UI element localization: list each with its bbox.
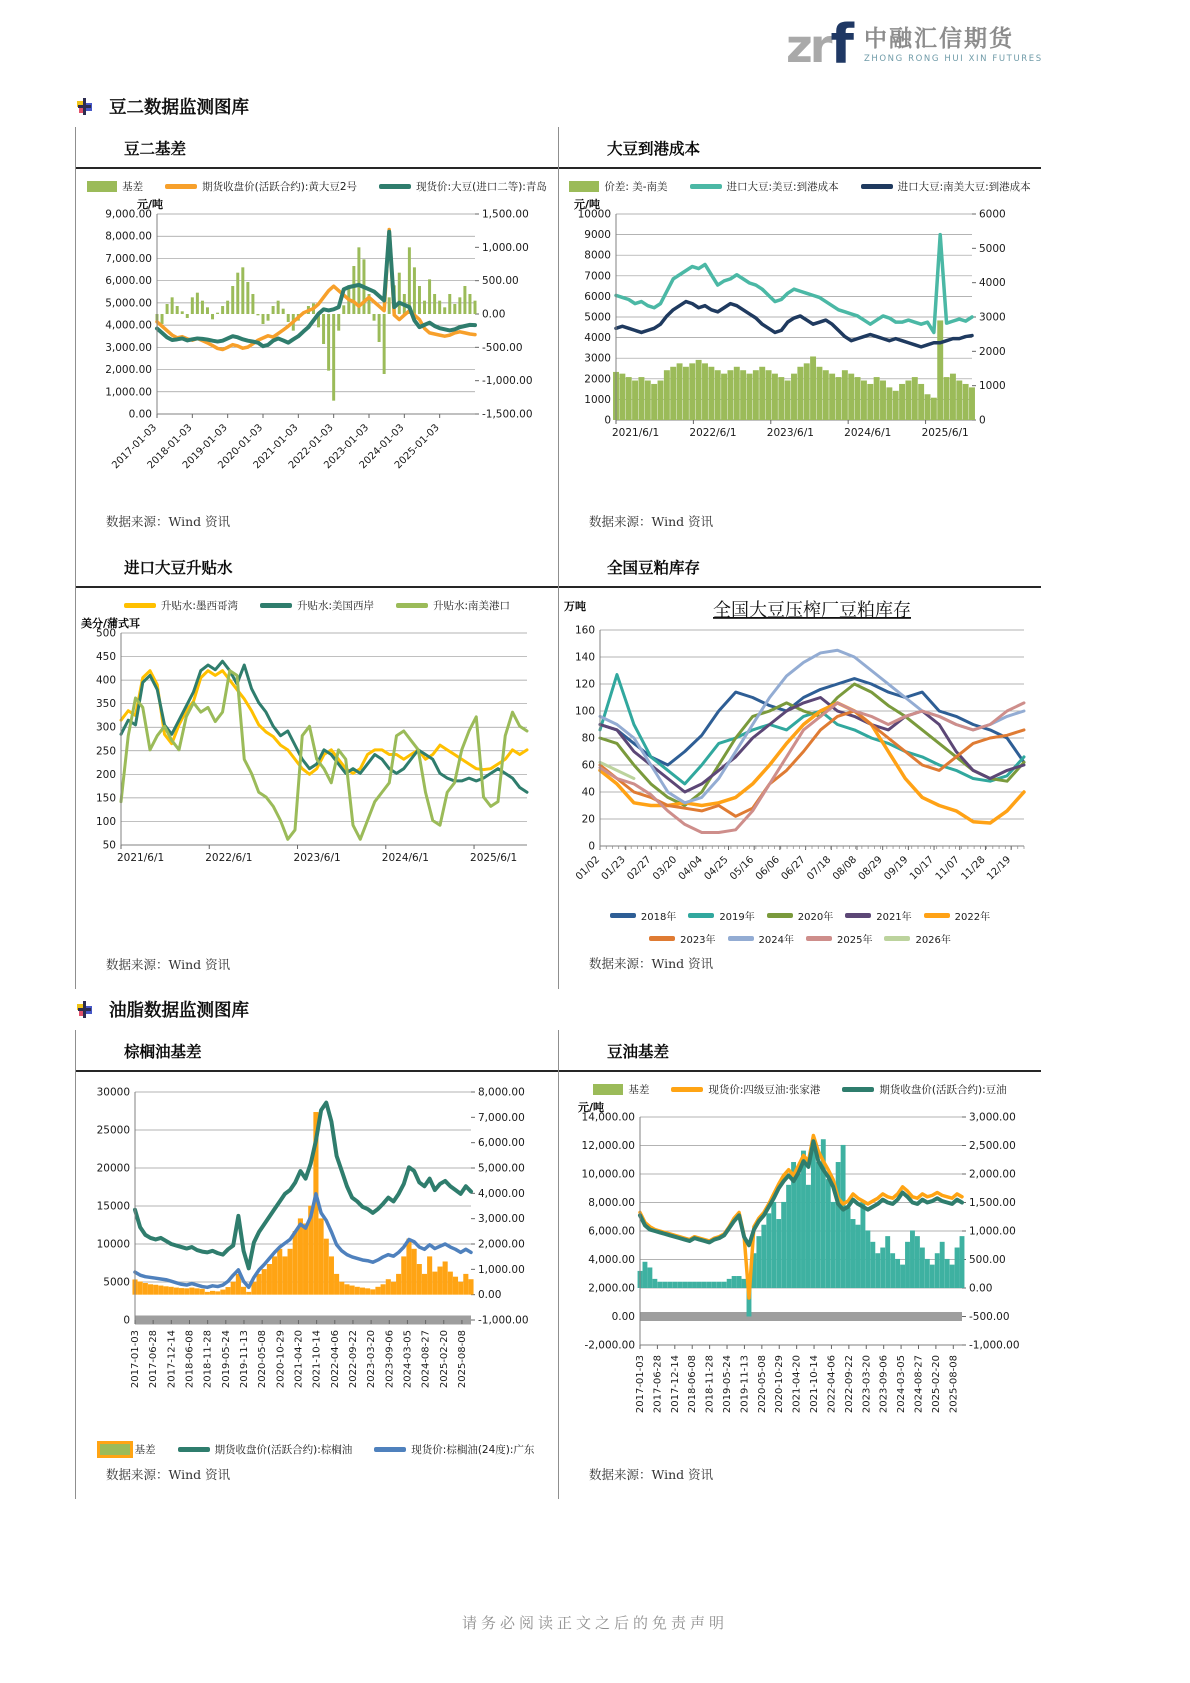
svg-text:2022/6/1: 2022/6/1: [689, 427, 737, 439]
chart-title: 豆油基差: [607, 1042, 670, 1061]
svg-text:1,500.00: 1,500.00: [969, 1197, 1016, 1209]
svg-text:2,000.00: 2,000.00: [478, 1238, 525, 1251]
disclaimer-footer: 请务必阅读正文之后的免责声明: [461, 1614, 728, 1632]
svg-text:-2,000.00: -2,000.00: [584, 1339, 635, 1352]
brand-block: [864, 26, 1043, 64]
svg-text:10000: 10000: [577, 208, 611, 221]
chart-row-3: [75, 1030, 1041, 1499]
svg-text:10/17: 10/17: [908, 854, 937, 883]
svg-text:2022-01-03: 2022-01-03: [286, 422, 336, 472]
svg-text:2017-06-28: 2017-06-28: [148, 1330, 160, 1389]
svg-text:02/27: 02/27: [625, 854, 654, 883]
legend-swatch: [728, 936, 754, 941]
svg-text:2021-04-20: 2021-04-20: [791, 1355, 803, 1414]
svg-text:7000: 7000: [584, 270, 611, 283]
legend-swatch: [884, 936, 910, 941]
svg-text:0.00: 0.00: [611, 1311, 635, 1323]
legend-label: 2025年: [837, 935, 873, 946]
chart-imported-soybean-premium: [75, 546, 558, 989]
legend-item: [165, 179, 357, 194]
legend-label: 期货收盘价(活跃合约):豆油: [879, 1084, 1007, 1096]
legend-swatch: [924, 913, 950, 918]
svg-text:2,500.00: 2,500.00: [969, 1140, 1016, 1152]
svg-text:01/02: 01/02: [573, 854, 603, 883]
svg-text:20: 20: [581, 813, 595, 826]
legend-label: 进口大豆:南美大豆:到港成本: [897, 181, 1031, 193]
svg-text:06/27: 06/27: [779, 854, 808, 883]
svg-text:2017-01-03: 2017-01-03: [635, 1355, 646, 1414]
svg-text:2021/6/1: 2021/6/1: [612, 427, 660, 439]
svg-text:2022-09-22: 2022-09-22: [843, 1355, 855, 1414]
svg-text:10,000.00: 10,000.00: [581, 1168, 635, 1181]
svg-text:3000: 3000: [979, 311, 1006, 324]
svg-text:350: 350: [95, 698, 116, 711]
content: [75, 86, 1041, 1499]
legend-label: 基差: [628, 1084, 650, 1096]
svg-text:2,000.00: 2,000.00: [588, 1282, 635, 1295]
chart-legend: [80, 179, 554, 194]
legend-label: 现货价:棕榈油(24度):广东: [411, 1444, 535, 1456]
svg-text:08/29: 08/29: [856, 854, 885, 883]
legend-item: [178, 1442, 353, 1457]
svg-text:11/28: 11/28: [959, 854, 988, 883]
svg-text:2021-10-14: 2021-10-14: [311, 1330, 323, 1389]
svg-text:2020-01-03: 2020-01-03: [216, 422, 266, 472]
legend-item: [861, 179, 1031, 194]
legend-label: 2020年: [797, 912, 834, 923]
legend-swatch: [690, 184, 722, 189]
svg-text:1,000.00: 1,000.00: [969, 1225, 1016, 1238]
legend-label: 价差: 美-南美: [604, 181, 668, 193]
svg-text:美分/蒲式耳: 美分/蒲式耳: [81, 617, 141, 630]
svg-text:2024/6/1: 2024/6/1: [381, 852, 429, 864]
legend-item: [100, 1442, 156, 1457]
data-source-note: 数据来源：Wind 资讯: [106, 957, 231, 972]
svg-text:25000: 25000: [96, 1124, 130, 1137]
chart-soybean-meal-inventory: [558, 546, 1041, 989]
svg-text:2019-05-24: 2019-05-24: [220, 1330, 232, 1389]
legend-item: [593, 1082, 649, 1097]
legend-label: 2019年: [719, 912, 755, 923]
svg-text:2021-01-03: 2021-01-03: [251, 422, 301, 472]
svg-text:0: 0: [588, 840, 595, 853]
legend-swatch: [374, 1447, 406, 1452]
svg-text:4000: 4000: [979, 277, 1006, 290]
svg-text:500: 500: [95, 627, 116, 640]
brand-name-cn: 中融汇信期货: [863, 25, 1014, 52]
svg-text:2,000.00: 2,000.00: [105, 364, 152, 377]
legend-label: 现货价:大豆(进口二等):青岛: [416, 181, 547, 193]
legend-item: [124, 598, 238, 613]
legend-swatch: [806, 936, 832, 941]
svg-text:07/18: 07/18: [805, 854, 834, 883]
svg-text:11/07: 11/07: [933, 854, 962, 883]
svg-text:元/吨: 元/吨: [578, 1101, 605, 1114]
svg-text:2023/6/1: 2023/6/1: [766, 427, 814, 439]
svg-text:2000: 2000: [979, 345, 1006, 358]
svg-text:-1,500.00: -1,500.00: [482, 408, 533, 421]
company-logo: [786, 13, 854, 76]
chart-canvas: [560, 196, 1040, 504]
svg-text:200: 200: [95, 768, 116, 781]
svg-text:6000: 6000: [979, 208, 1006, 221]
svg-text:12/19: 12/19: [985, 854, 1014, 883]
svg-text:1000: 1000: [584, 393, 611, 406]
svg-text:3,000.00: 3,000.00: [105, 341, 152, 354]
svg-text:2025-01-03: 2025-01-03: [392, 422, 442, 472]
legend-swatch: [396, 603, 428, 608]
legend-item: [924, 908, 990, 923]
svg-text:8,000.00: 8,000.00: [105, 230, 152, 243]
legend-item: [610, 908, 676, 923]
svg-text:3,000.00: 3,000.00: [478, 1213, 525, 1226]
svg-text:140: 140: [574, 651, 595, 664]
svg-text:40: 40: [581, 786, 595, 799]
svg-text:-1,000.00: -1,000.00: [478, 1314, 529, 1327]
legend-swatch: [610, 913, 636, 918]
legend-label: 2018年: [640, 912, 677, 923]
svg-text:全国大豆压榨厂豆粕库存: 全国大豆压榨厂豆粕库存: [713, 600, 911, 621]
svg-text:元/吨: 元/吨: [574, 198, 601, 211]
svg-text:2019-05-24: 2019-05-24: [722, 1355, 734, 1414]
chart-title: 全国豆粕库存: [607, 558, 701, 577]
svg-text:04/25: 04/25: [702, 854, 731, 883]
svg-text:06/06: 06/06: [753, 854, 783, 883]
svg-text:7,000.00: 7,000.00: [105, 252, 152, 265]
svg-text:5000: 5000: [584, 311, 611, 324]
svg-text:-1,000.00: -1,000.00: [969, 1339, 1020, 1352]
svg-text:2022-04-06: 2022-04-06: [826, 1355, 838, 1414]
section-title: 油脂数据监测图库: [109, 1001, 249, 1021]
legend-label: 2021年: [876, 912, 912, 923]
legend-item: [260, 598, 374, 613]
legend-item: [569, 179, 667, 194]
svg-text:6000: 6000: [584, 290, 611, 303]
data-source-note: 数据来源：Wind 资讯: [106, 514, 231, 529]
svg-text:1,000.00: 1,000.00: [478, 1263, 525, 1276]
svg-text:2024-08-27: 2024-08-27: [913, 1355, 925, 1414]
svg-text:2019-01-03: 2019-01-03: [180, 422, 230, 472]
brand-name-en: ZHONG RONG HUI XIN FUTURES: [863, 54, 1043, 64]
header: [786, 13, 1043, 76]
chart-soybean-oil-basis: [558, 1030, 1041, 1499]
svg-text:2024-08-27: 2024-08-27: [420, 1330, 432, 1389]
legend-swatch: [767, 913, 793, 918]
svg-text:2018-11-28: 2018-11-28: [704, 1355, 716, 1414]
legend-label: 2022年: [954, 912, 991, 923]
svg-text:2024-03-05: 2024-03-05: [402, 1330, 414, 1389]
svg-text:2020-10-29: 2020-10-29: [774, 1355, 786, 1414]
svg-text:5000: 5000: [979, 242, 1006, 255]
legend-item: [374, 1442, 534, 1457]
section-marker-icon: [77, 1001, 93, 1018]
svg-text:2017-01-03: 2017-01-03: [130, 1330, 141, 1389]
svg-text:0: 0: [979, 414, 986, 427]
chart-title: 大豆到港成本: [607, 139, 701, 158]
svg-text:2017-06-28: 2017-06-28: [652, 1355, 664, 1414]
svg-text:2017-12-14: 2017-12-14: [166, 1330, 178, 1389]
legend-item: [671, 1082, 820, 1097]
svg-text:元/吨: 元/吨: [137, 198, 164, 211]
chart-row-1: [75, 127, 1041, 546]
chart-palm-oil-basis: [75, 1030, 558, 1499]
svg-text:4,000.00: 4,000.00: [588, 1254, 635, 1266]
svg-text:2017-12-14: 2017-12-14: [669, 1355, 681, 1414]
svg-text:-500.00: -500.00: [482, 341, 523, 354]
svg-text:120: 120: [574, 678, 595, 691]
legend-label: 期货收盘价(活跃合约):棕榈油: [214, 1444, 353, 1456]
legend-label: 基差: [134, 1444, 156, 1456]
svg-text:2018-06-08: 2018-06-08: [687, 1355, 699, 1414]
svg-text:14,000.00: 14,000.00: [581, 1111, 635, 1124]
chart-legend: [563, 1082, 1037, 1097]
svg-text:0.00: 0.00: [482, 308, 506, 321]
svg-text:450: 450: [95, 651, 116, 664]
legend-item: [688, 908, 754, 923]
legend-swatch: [671, 1087, 703, 1092]
svg-text:01/23: 01/23: [599, 854, 628, 883]
legend-label: 进口大豆:美豆:到港成本: [726, 181, 839, 193]
legend-label: 基差: [122, 181, 144, 193]
svg-text:10000: 10000: [96, 1238, 130, 1251]
svg-text:8000: 8000: [584, 249, 611, 262]
svg-text:12,000.00: 12,000.00: [581, 1140, 635, 1152]
chart-soybean-arrival-cost: [558, 127, 1041, 546]
svg-text:2023-09-06: 2023-09-06: [384, 1330, 396, 1389]
chart-canvas: [77, 615, 557, 927]
legend-swatch: [87, 181, 117, 192]
svg-text:80: 80: [581, 732, 595, 745]
svg-text:2018-01-03: 2018-01-03: [145, 422, 195, 472]
legend-label: 期货收盘价(活跃合约):黄大豆2号: [202, 181, 358, 193]
svg-text:30000: 30000: [96, 1086, 130, 1099]
svg-text:2020-05-08: 2020-05-08: [257, 1330, 269, 1389]
svg-text:2024/6/1: 2024/6/1: [844, 427, 892, 439]
data-source-note: 数据来源：Wind 资讯: [589, 514, 714, 529]
svg-text:05/16: 05/16: [728, 854, 757, 883]
svg-text:0.00: 0.00: [969, 1282, 993, 1295]
svg-text:20000: 20000: [96, 1162, 130, 1175]
legend-swatch: [379, 184, 411, 189]
section-title: 豆二数据监测图库: [109, 98, 249, 118]
data-source-note: 数据来源：Wind 资讯: [589, 1467, 714, 1482]
svg-text:60: 60: [581, 759, 595, 772]
svg-text:03/20: 03/20: [651, 854, 680, 883]
svg-text:2023-03-20: 2023-03-20: [366, 1330, 378, 1389]
svg-text:2024-03-05: 2024-03-05: [896, 1355, 908, 1414]
svg-text:2019-11-13: 2019-11-13: [238, 1330, 250, 1389]
svg-text:100: 100: [574, 705, 595, 718]
svg-text:09/19: 09/19: [882, 854, 911, 883]
svg-text:9000: 9000: [584, 229, 611, 242]
svg-text:6,000.00: 6,000.00: [588, 1225, 635, 1238]
data-source-note: 数据来源：Wind 资讯: [589, 956, 714, 971]
svg-text:2018-11-28: 2018-11-28: [202, 1330, 214, 1389]
svg-text:08/08: 08/08: [830, 854, 860, 883]
legend-item: [806, 931, 872, 946]
svg-text:2022-09-22: 2022-09-22: [347, 1330, 359, 1389]
svg-text:04/04: 04/04: [676, 854, 705, 883]
svg-text:8,000.00: 8,000.00: [588, 1197, 635, 1209]
svg-text:2023-01-03: 2023-01-03: [322, 422, 372, 472]
logo-text-zr: zr: [786, 19, 830, 73]
svg-text:3,000.00: 3,000.00: [969, 1111, 1016, 1124]
chart-title: 棕榈油基差: [124, 1042, 202, 1061]
svg-text:2021-10-14: 2021-10-14: [809, 1355, 821, 1414]
svg-text:6,000.00: 6,000.00: [105, 275, 152, 288]
chart-row-2: [75, 546, 1041, 989]
legend-item: [842, 1082, 1006, 1097]
svg-text:1000: 1000: [979, 380, 1006, 393]
svg-text:2025-02-20: 2025-02-20: [438, 1330, 450, 1389]
svg-text:2020-05-08: 2020-05-08: [756, 1355, 768, 1414]
legend-swatch: [593, 1084, 623, 1095]
legend-swatch: [861, 184, 893, 189]
chart-legend: [563, 179, 1037, 194]
legend-item: [396, 598, 510, 613]
svg-text:2025-08-08: 2025-08-08: [948, 1355, 960, 1414]
svg-text:2023-03-20: 2023-03-20: [861, 1355, 873, 1414]
svg-text:2020-10-29: 2020-10-29: [275, 1330, 287, 1389]
svg-text:2022/6/1: 2022/6/1: [205, 852, 253, 864]
svg-text:2025/6/1: 2025/6/1: [470, 852, 518, 864]
svg-text:2025/6/1: 2025/6/1: [921, 427, 969, 439]
svg-text:2021-04-20: 2021-04-20: [293, 1330, 305, 1389]
svg-text:2024-01-03: 2024-01-03: [357, 422, 407, 472]
svg-text:2021/6/1: 2021/6/1: [117, 852, 165, 864]
legend-label: 2023年: [680, 935, 716, 946]
svg-text:5000: 5000: [103, 1276, 130, 1289]
svg-text:-500.00: -500.00: [969, 1311, 1010, 1323]
svg-text:500.00: 500.00: [969, 1254, 1006, 1266]
legend-label: 升贴水:南美港口: [433, 600, 511, 612]
svg-text:3000: 3000: [584, 352, 611, 365]
data-source-note: 数据来源：Wind 资讯: [106, 1467, 231, 1482]
chart-legend: [80, 1442, 554, 1457]
svg-text:2019-11-13: 2019-11-13: [739, 1355, 751, 1414]
svg-text:5,000.00: 5,000.00: [105, 297, 152, 310]
legend-label: 升贴水:美国西岸: [296, 600, 375, 612]
section-head-douer: [77, 94, 1041, 119]
svg-text:1,500.00: 1,500.00: [482, 208, 529, 221]
legend-label: 现货价:四级豆油:张家港: [708, 1084, 821, 1096]
chart-canvas: [560, 590, 1040, 898]
svg-text:400: 400: [95, 674, 116, 687]
chart-legend: [574, 908, 1026, 946]
legend-swatch: [178, 1447, 210, 1452]
svg-text:8,000.00: 8,000.00: [478, 1086, 525, 1099]
legend-label: 2026年: [915, 935, 951, 946]
legend-swatch: [688, 913, 714, 918]
legend-item: [87, 179, 143, 194]
chart-canvas: [77, 196, 557, 504]
chart-title: 豆二基差: [124, 139, 187, 158]
chart-title: 进口大豆升贴水: [124, 558, 233, 577]
legend-swatch: [124, 603, 156, 608]
svg-text:2,000.00: 2,000.00: [969, 1168, 1016, 1181]
svg-text:2017-01-03: 2017-01-03: [110, 422, 160, 472]
chart-legend: [80, 598, 554, 613]
chart-douer-basis: [75, 127, 558, 546]
svg-text:250: 250: [95, 745, 116, 758]
svg-text:2025-08-08: 2025-08-08: [456, 1330, 468, 1389]
legend-swatch: [842, 1087, 874, 1092]
legend-item: [649, 931, 715, 946]
legend-item: [728, 931, 794, 946]
legend-swatch: [165, 184, 197, 189]
svg-text:2022-04-06: 2022-04-06: [329, 1330, 341, 1389]
svg-text:2025-02-20: 2025-02-20: [930, 1355, 942, 1414]
legend-swatch: [100, 1444, 130, 1455]
svg-text:15000: 15000: [96, 1200, 130, 1213]
svg-text:4000: 4000: [584, 332, 611, 345]
svg-text:-1,000.00: -1,000.00: [482, 375, 533, 388]
svg-text:0.00: 0.00: [478, 1289, 502, 1302]
svg-text:2023-09-06: 2023-09-06: [878, 1355, 890, 1414]
svg-text:1,000.00: 1,000.00: [482, 241, 529, 254]
svg-text:2000: 2000: [584, 373, 611, 386]
legend-item: [884, 931, 950, 946]
legend-swatch: [260, 603, 292, 608]
chart-canvas: [77, 1074, 557, 1432]
svg-text:100: 100: [95, 815, 116, 828]
legend-swatch: [649, 936, 675, 941]
svg-text:4,000.00: 4,000.00: [478, 1187, 525, 1200]
svg-text:1,000.00: 1,000.00: [105, 386, 152, 399]
svg-text:9,000.00: 9,000.00: [105, 208, 152, 221]
svg-text:0: 0: [123, 1314, 130, 1327]
svg-text:4,000.00: 4,000.00: [105, 319, 152, 332]
legend-label: 2024年: [758, 935, 794, 946]
svg-text:7,000.00: 7,000.00: [478, 1111, 525, 1124]
section-head-oils: [77, 997, 1041, 1022]
svg-text:160: 160: [574, 624, 595, 637]
svg-text:万吨: 万吨: [564, 600, 586, 613]
chart-canvas: [560, 1099, 1040, 1457]
svg-text:50: 50: [102, 839, 116, 852]
svg-text:5,000.00: 5,000.00: [478, 1162, 525, 1175]
legend-swatch: [569, 181, 599, 192]
legend-item: [690, 179, 839, 194]
legend-label: 升贴水:墨西哥湾: [160, 600, 238, 612]
legend-item: [767, 908, 833, 923]
svg-text:6,000.00: 6,000.00: [478, 1137, 525, 1150]
svg-text:300: 300: [95, 721, 116, 734]
logo-text-f: f: [830, 13, 854, 76]
svg-text:0.00: 0.00: [128, 408, 152, 421]
legend-swatch: [845, 913, 871, 918]
legend-item: [379, 179, 547, 194]
section-marker-icon: [77, 98, 93, 115]
legend-item: [845, 908, 911, 923]
svg-text:2018-06-08: 2018-06-08: [184, 1330, 196, 1389]
svg-text:500.00: 500.00: [482, 275, 519, 288]
svg-text:150: 150: [95, 792, 116, 805]
svg-text:2023/6/1: 2023/6/1: [293, 852, 341, 864]
svg-text:0: 0: [604, 414, 611, 427]
